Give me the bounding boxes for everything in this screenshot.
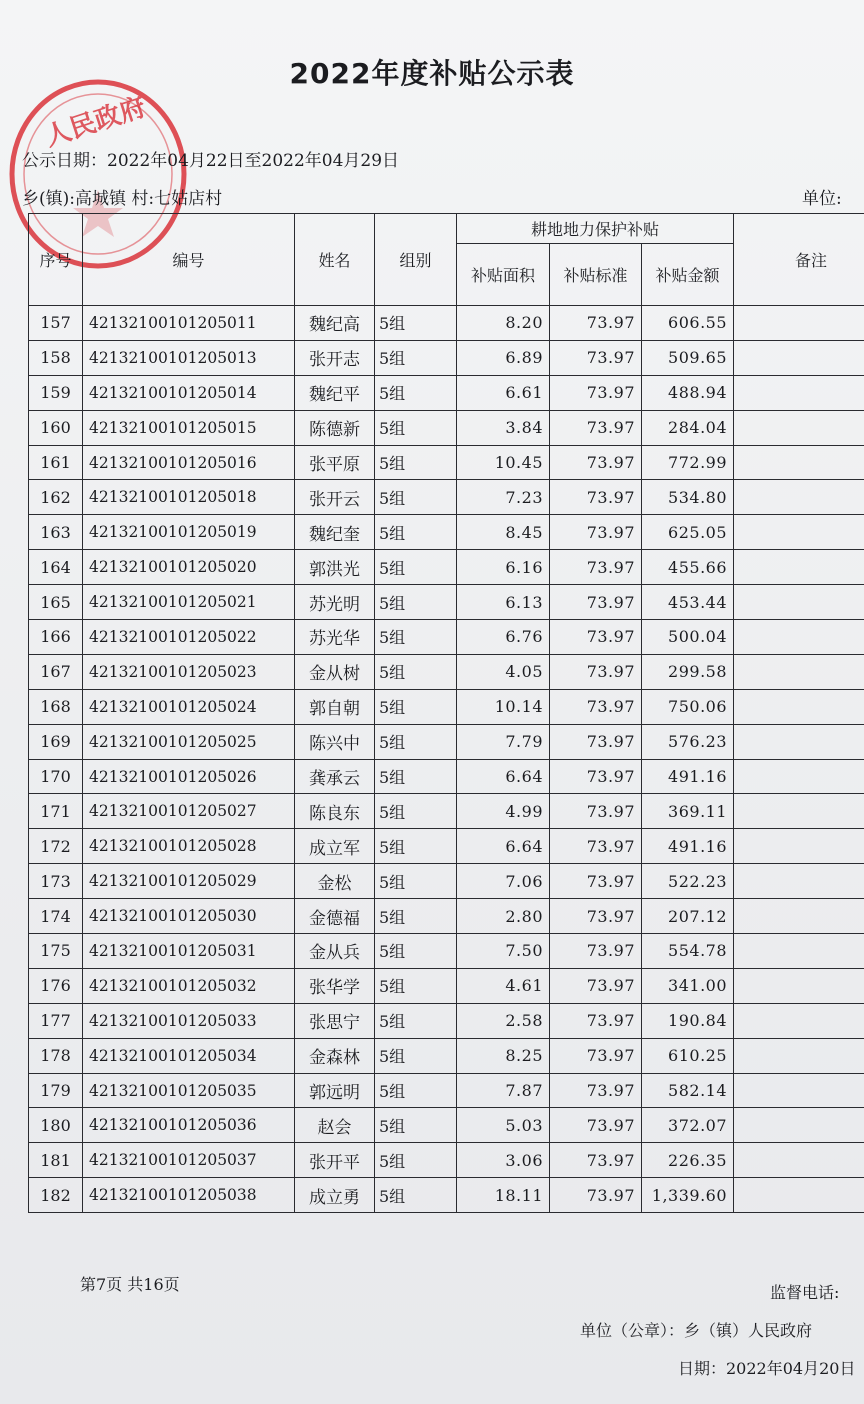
cell-standard: 73.97 [550, 550, 642, 585]
cell-standard: 73.97 [550, 340, 642, 375]
cell-remark [734, 968, 864, 1003]
table-row [29, 480, 864, 515]
cell-area: 8.45 [457, 515, 550, 550]
cell-standard: 73.97 [550, 375, 642, 410]
cell-amount: 522.23 [642, 864, 734, 899]
cell-area: 2.58 [457, 1003, 550, 1038]
table-row [29, 759, 864, 794]
cell-group: 5组 [375, 550, 457, 585]
table-row [29, 864, 864, 899]
document-date: 日期：2022年04月20日 [678, 1359, 856, 1378]
table-row [29, 1143, 864, 1178]
cell-amount: 299.58 [642, 654, 734, 689]
cell-code: 42132100101205031 [83, 934, 295, 969]
cell-amount: 500.04 [642, 620, 734, 655]
cell-amount: 491.16 [642, 759, 734, 794]
cell-seq: 167 [29, 654, 83, 689]
table-row [29, 1038, 864, 1073]
header-seq: 序号 [29, 214, 83, 306]
cell-amount: 226.35 [642, 1143, 734, 1178]
cell-seq: 168 [29, 689, 83, 724]
cell-code: 42132100101205035 [83, 1073, 295, 1108]
cell-remark [734, 794, 864, 829]
cell-seq: 163 [29, 515, 83, 550]
cell-area: 7.50 [457, 934, 550, 969]
cell-name: 赵会 [295, 1108, 375, 1143]
cell-code: 42132100101205014 [83, 375, 295, 410]
cell-seq: 170 [29, 759, 83, 794]
cell-area: 18.11 [457, 1178, 550, 1213]
cell-remark [734, 306, 864, 341]
cell-name: 魏纪高 [295, 306, 375, 341]
cell-seq: 178 [29, 1038, 83, 1073]
supervise-phone: 监督电话: [770, 1283, 840, 1302]
cell-remark [734, 829, 864, 864]
cell-seq: 171 [29, 794, 83, 829]
cell-seq: 175 [29, 934, 83, 969]
cell-name: 陈良东 [295, 794, 375, 829]
cell-group: 5组 [375, 480, 457, 515]
cell-remark [734, 1003, 864, 1038]
cell-standard: 73.97 [550, 410, 642, 445]
table-row [29, 1178, 864, 1213]
cell-name: 陈德新 [295, 410, 375, 445]
cell-seq: 180 [29, 1108, 83, 1143]
cell-group: 5组 [375, 794, 457, 829]
cell-group: 5组 [375, 689, 457, 724]
header-code: 编号 [83, 214, 295, 306]
cell-area: 2.80 [457, 899, 550, 934]
publication-period: 公示日期：2022年04月22日至2022年04月29日 [22, 151, 400, 171]
cell-standard: 73.97 [550, 515, 642, 550]
cell-remark [734, 340, 864, 375]
cell-amount: 207.12 [642, 899, 734, 934]
cell-amount: 750.06 [642, 689, 734, 724]
cell-code: 42132100101205032 [83, 968, 295, 1003]
cell-remark [734, 759, 864, 794]
cell-amount: 488.94 [642, 375, 734, 410]
cell-remark [734, 1038, 864, 1073]
cell-name: 张平原 [295, 445, 375, 480]
cell-area: 5.03 [457, 1108, 550, 1143]
cell-area: 7.23 [457, 480, 550, 515]
cell-amount: 453.44 [642, 585, 734, 620]
header-amount: 补贴金额 [642, 244, 734, 306]
cell-group: 5组 [375, 515, 457, 550]
cell-name: 郭远明 [295, 1073, 375, 1108]
cell-group: 5组 [375, 968, 457, 1003]
table-row [29, 934, 864, 969]
cell-standard: 73.97 [550, 829, 642, 864]
cell-name: 苏光明 [295, 585, 375, 620]
cell-code: 42132100101205036 [83, 1108, 295, 1143]
subsidy-table [28, 213, 864, 1213]
cell-name: 郭自朝 [295, 689, 375, 724]
cell-group: 5组 [375, 654, 457, 689]
cell-area: 6.76 [457, 620, 550, 655]
cell-seq: 169 [29, 724, 83, 759]
cell-code: 42132100101205018 [83, 480, 295, 515]
cell-amount: 455.66 [642, 550, 734, 585]
cell-remark [734, 410, 864, 445]
cell-code: 42132100101205021 [83, 585, 295, 620]
table-row [29, 968, 864, 1003]
cell-amount: 369.11 [642, 794, 734, 829]
document-title: 2022年度补贴公示表 [289, 57, 575, 90]
cell-seq: 161 [29, 445, 83, 480]
cell-amount: 610.25 [642, 1038, 734, 1073]
cell-group: 5组 [375, 829, 457, 864]
cell-group: 5组 [375, 1038, 457, 1073]
cell-amount: 509.65 [642, 340, 734, 375]
cell-remark [734, 620, 864, 655]
cell-group: 5组 [375, 1143, 457, 1178]
cell-amount: 341.00 [642, 968, 734, 1003]
cell-name: 郭洪光 [295, 550, 375, 585]
cell-standard: 73.97 [550, 585, 642, 620]
header-area: 补贴面积 [457, 244, 550, 306]
table-row [29, 1108, 864, 1143]
cell-seq: 181 [29, 1143, 83, 1178]
svg-text:人民政府: 人民政府 [41, 92, 150, 153]
cell-standard: 73.97 [550, 306, 642, 341]
table-row [29, 585, 864, 620]
cell-area: 7.79 [457, 724, 550, 759]
cell-code: 42132100101205027 [83, 794, 295, 829]
cell-standard: 73.97 [550, 759, 642, 794]
table-row [29, 724, 864, 759]
table-row [29, 340, 864, 375]
table-row [29, 794, 864, 829]
cell-area: 6.13 [457, 585, 550, 620]
cell-code: 42132100101205026 [83, 759, 295, 794]
cell-remark [734, 480, 864, 515]
cell-amount: 576.23 [642, 724, 734, 759]
cell-amount: 190.84 [642, 1003, 734, 1038]
cell-seq: 160 [29, 410, 83, 445]
cell-name: 魏纪平 [295, 375, 375, 410]
cell-seq: 179 [29, 1073, 83, 1108]
cell-group: 5组 [375, 724, 457, 759]
cell-seq: 172 [29, 829, 83, 864]
cell-area: 4.99 [457, 794, 550, 829]
cell-amount: 554.78 [642, 934, 734, 969]
cell-group: 5组 [375, 1108, 457, 1143]
cell-code: 42132100101205013 [83, 340, 295, 375]
cell-standard: 73.97 [550, 968, 642, 1003]
cell-area: 3.84 [457, 410, 550, 445]
cell-name: 成立勇 [295, 1178, 375, 1213]
cell-standard: 73.97 [550, 480, 642, 515]
cell-standard: 73.97 [550, 1143, 642, 1178]
cell-group: 5组 [375, 899, 457, 934]
cell-area: 7.87 [457, 1073, 550, 1108]
cell-seq: 174 [29, 899, 83, 934]
cell-amount: 772.99 [642, 445, 734, 480]
cell-area: 4.61 [457, 968, 550, 1003]
cell-code: 42132100101205011 [83, 306, 295, 341]
cell-group: 5组 [375, 934, 457, 969]
cell-seq: 177 [29, 1003, 83, 1038]
cell-name: 张开平 [295, 1143, 375, 1178]
cell-name: 张思宁 [295, 1003, 375, 1038]
cell-standard: 73.97 [550, 689, 642, 724]
cell-amount: 582.14 [642, 1073, 734, 1108]
cell-amount: 372.07 [642, 1108, 734, 1143]
cell-group: 5组 [375, 620, 457, 655]
cell-standard: 73.97 [550, 1038, 642, 1073]
table-row [29, 654, 864, 689]
cell-code: 42132100101205029 [83, 864, 295, 899]
table-row [29, 829, 864, 864]
table-row [29, 1003, 864, 1038]
cell-amount: 1,339.60 [642, 1178, 734, 1213]
table-row [29, 1073, 864, 1108]
cell-seq: 176 [29, 968, 83, 1003]
cell-remark [734, 934, 864, 969]
table-row [29, 306, 864, 341]
cell-group: 5组 [375, 445, 457, 480]
cell-area: 7.06 [457, 864, 550, 899]
table-row [29, 515, 864, 550]
cell-group: 5组 [375, 1178, 457, 1213]
cell-seq: 162 [29, 480, 83, 515]
cell-remark [734, 864, 864, 899]
page-info: 第7页 共16页 [80, 1275, 180, 1294]
cell-code: 42132100101205033 [83, 1003, 295, 1038]
cell-standard: 73.97 [550, 794, 642, 829]
cell-seq: 164 [29, 550, 83, 585]
cell-area: 10.14 [457, 689, 550, 724]
table-row [29, 445, 864, 480]
cell-remark [734, 1178, 864, 1213]
cell-remark [734, 1108, 864, 1143]
cell-standard: 73.97 [550, 864, 642, 899]
cell-code: 42132100101205020 [83, 550, 295, 585]
unit-seal-line: 单位（公章）：乡（镇）人民政府 [580, 1321, 813, 1340]
cell-group: 5组 [375, 1073, 457, 1108]
cell-code: 42132100101205022 [83, 620, 295, 655]
cell-group: 5组 [375, 1003, 457, 1038]
cell-name: 张华学 [295, 968, 375, 1003]
cell-code: 42132100101205037 [83, 1143, 295, 1178]
cell-seq: 166 [29, 620, 83, 655]
cell-standard: 73.97 [550, 899, 642, 934]
cell-seq: 159 [29, 375, 83, 410]
cell-seq: 158 [29, 340, 83, 375]
cell-amount: 491.16 [642, 829, 734, 864]
cell-code: 42132100101205028 [83, 829, 295, 864]
cell-group: 5组 [375, 306, 457, 341]
cell-standard: 73.97 [550, 445, 642, 480]
cell-remark [734, 689, 864, 724]
cell-standard: 73.97 [550, 1108, 642, 1143]
cell-code: 42132100101205030 [83, 899, 295, 934]
cell-area: 4.05 [457, 654, 550, 689]
cell-name: 金森林 [295, 1038, 375, 1073]
cell-remark [734, 515, 864, 550]
cell-code: 42132100101205024 [83, 689, 295, 724]
cell-name: 陈兴中 [295, 724, 375, 759]
cell-code: 42132100101205038 [83, 1178, 295, 1213]
cell-code: 42132100101205016 [83, 445, 295, 480]
cell-code: 42132100101205019 [83, 515, 295, 550]
cell-area: 6.61 [457, 375, 550, 410]
cell-remark [734, 445, 864, 480]
cell-code: 42132100101205025 [83, 724, 295, 759]
cell-name: 龚承云 [295, 759, 375, 794]
cell-name: 苏光华 [295, 620, 375, 655]
cell-amount: 284.04 [642, 410, 734, 445]
cell-name: 成立军 [295, 829, 375, 864]
cell-code: 42132100101205034 [83, 1038, 295, 1073]
header-name: 姓名 [295, 214, 375, 306]
cell-amount: 625.05 [642, 515, 734, 550]
cell-seq: 182 [29, 1178, 83, 1213]
cell-area: 3.06 [457, 1143, 550, 1178]
table-row [29, 550, 864, 585]
header-subsidy-group: 耕地地力保护补贴 [457, 214, 734, 244]
cell-name: 金松 [295, 864, 375, 899]
cell-standard: 73.97 [550, 724, 642, 759]
cell-name: 金从树 [295, 654, 375, 689]
cell-amount: 606.55 [642, 306, 734, 341]
cell-group: 5组 [375, 375, 457, 410]
header-standard: 补贴标准 [550, 244, 642, 306]
cell-seq: 157 [29, 306, 83, 341]
cell-name: 金从兵 [295, 934, 375, 969]
location-info: 乡(镇):高城镇 村:七姑店村 [22, 189, 223, 209]
header-remark: 备注 [734, 214, 864, 306]
cell-group: 5组 [375, 585, 457, 620]
header-group: 组别 [375, 214, 457, 306]
cell-remark [734, 654, 864, 689]
cell-name: 张开云 [295, 480, 375, 515]
cell-area: 10.45 [457, 445, 550, 480]
cell-code: 42132100101205015 [83, 410, 295, 445]
cell-remark [734, 899, 864, 934]
cell-standard: 73.97 [550, 1178, 642, 1213]
cell-remark [734, 1143, 864, 1178]
cell-name: 张开志 [295, 340, 375, 375]
cell-remark [734, 375, 864, 410]
cell-remark [734, 550, 864, 585]
cell-remark [734, 724, 864, 759]
cell-group: 5组 [375, 340, 457, 375]
cell-standard: 73.97 [550, 654, 642, 689]
cell-area: 8.20 [457, 306, 550, 341]
cell-code: 42132100101205023 [83, 654, 295, 689]
cell-area: 6.89 [457, 340, 550, 375]
cell-area: 6.64 [457, 829, 550, 864]
cell-standard: 73.97 [550, 620, 642, 655]
cell-remark [734, 1073, 864, 1108]
cell-seq: 165 [29, 585, 83, 620]
cell-group: 5组 [375, 410, 457, 445]
cell-name: 金德福 [295, 899, 375, 934]
table-row [29, 620, 864, 655]
cell-area: 6.64 [457, 759, 550, 794]
table-row [29, 410, 864, 445]
cell-name: 魏纪奎 [295, 515, 375, 550]
table-row [29, 375, 864, 410]
cell-area: 8.25 [457, 1038, 550, 1073]
cell-seq: 173 [29, 864, 83, 899]
cell-area: 6.16 [457, 550, 550, 585]
cell-standard: 73.97 [550, 1003, 642, 1038]
cell-remark [734, 585, 864, 620]
cell-group: 5组 [375, 759, 457, 794]
unit-label: 单位: [802, 189, 842, 209]
table-body [29, 306, 864, 1213]
cell-standard: 73.97 [550, 934, 642, 969]
table-row [29, 899, 864, 934]
cell-standard: 73.97 [550, 1073, 642, 1108]
cell-group: 5组 [375, 864, 457, 899]
table-row [29, 689, 864, 724]
cell-amount: 534.80 [642, 480, 734, 515]
